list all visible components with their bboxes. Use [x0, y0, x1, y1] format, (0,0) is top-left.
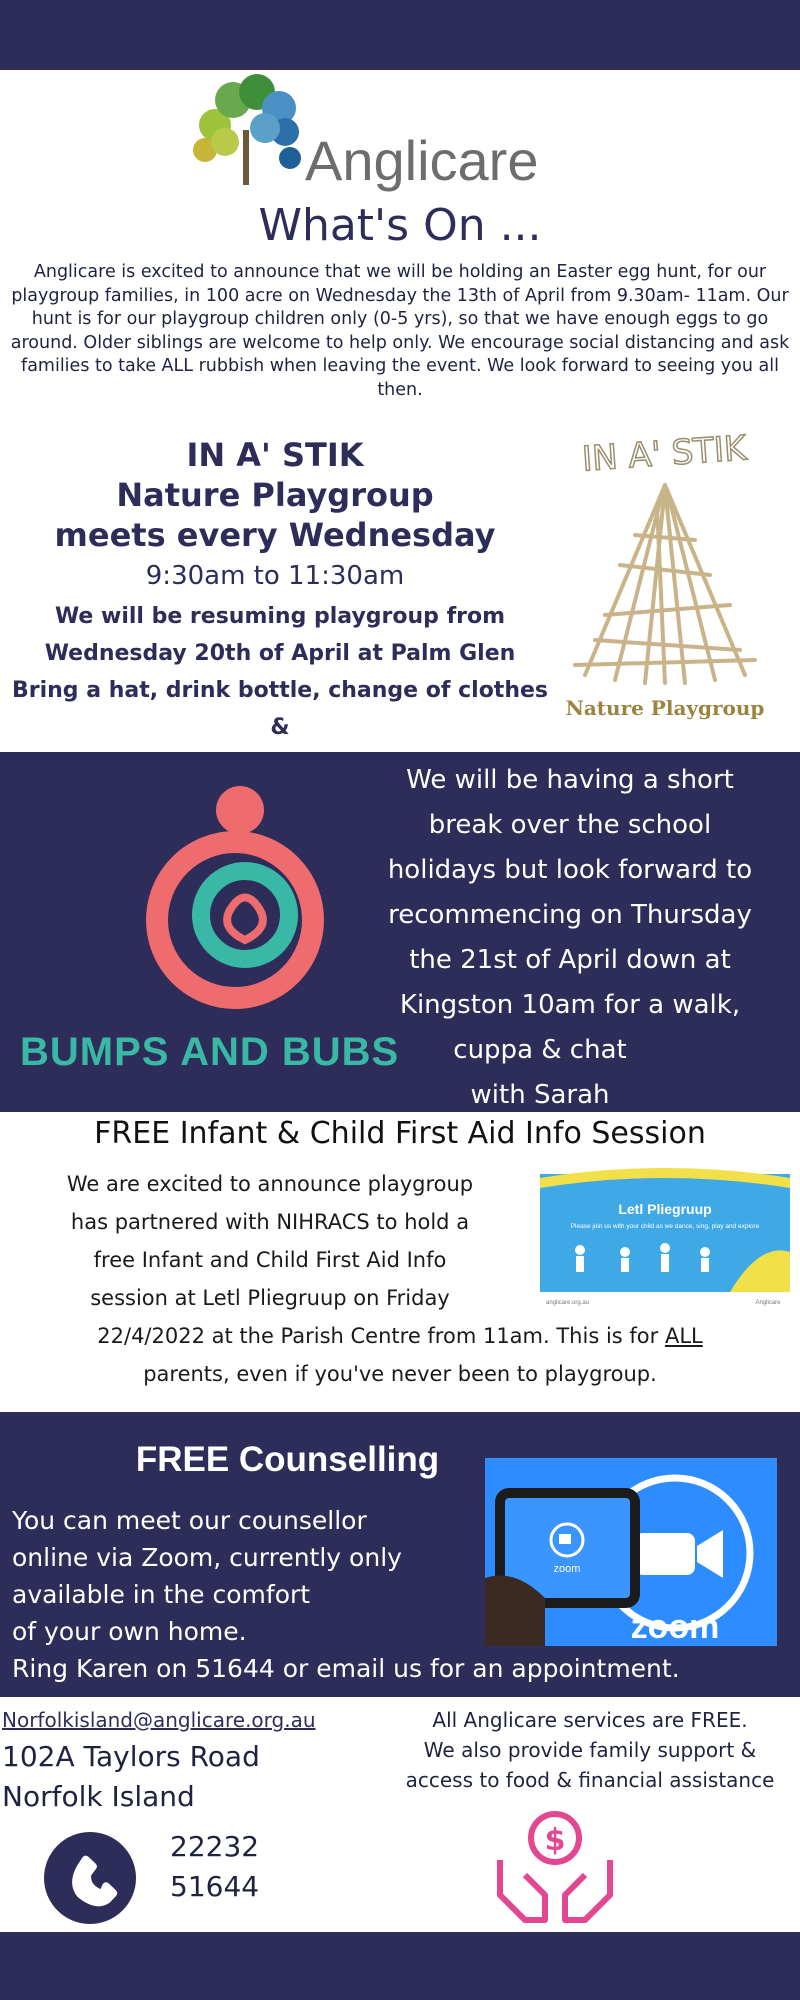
spiral-inner-icon	[201, 871, 289, 959]
phone-icon	[42, 1830, 138, 1926]
stik-schedule: meets every Wednesday	[54, 516, 496, 554]
financial-assistance-icon	[490, 1800, 620, 1930]
letl-pliegruup-banner	[540, 1162, 790, 1312]
stik-line: We will be resuming playgroup from	[54, 604, 506, 629]
counselling-line: available in the comfort	[12, 1580, 311, 1609]
banner-brand: Anglicare	[755, 1300, 781, 1306]
counselling-line: You can meet our counsellor	[12, 1506, 367, 1535]
message-line: Kingston 10am for a walk,	[399, 990, 741, 1020]
page-title: What's On ...	[258, 200, 542, 251]
message-line: recommencing on Thursday	[388, 900, 752, 930]
zoom-wordmark: zoom	[630, 1608, 720, 1646]
message-line: holidays but look forward to	[387, 855, 753, 885]
address-line: 102A Taylors Road	[2, 1740, 260, 1773]
banner-title: Letl Pliegruup	[618, 1201, 712, 1217]
first-aid-line: free Infant and Child First Aid Info	[93, 1248, 447, 1272]
top-band	[0, 0, 800, 70]
first-aid-line: parents, even if you've never been to playgroup.	[143, 1362, 657, 1386]
banner-subtitle: Please join us with your child as we dance, sing, play and explore	[570, 1223, 760, 1230]
message-line: with Sarah	[470, 1080, 610, 1110]
heart-icon	[227, 898, 263, 941]
stik-line: Bring a hat, drink bottle, change of clothes &	[11, 678, 548, 740]
services-line: We also provide family support &	[423, 1738, 757, 1762]
first-aid-title: FREE Infant & Child First Aid Info Session	[94, 1116, 706, 1151]
phone-number[interactable]: 51644	[170, 1870, 260, 1903]
services-line: access to food & financial assistance	[405, 1768, 775, 1792]
bumps-and-bubs-message	[340, 758, 800, 1118]
stik-line: Wednesday 20th of April at Palm Glen	[44, 641, 516, 666]
bumps-and-bubs-name: BUMPS AND BUBS	[20, 1030, 400, 1074]
counselling-details	[12, 1502, 482, 1650]
stik-logo-arc-text: IN A' STIK	[580, 428, 748, 480]
bottom-band	[0, 1932, 800, 2000]
first-aid-line: session at Letl Pliegruup on Friday	[90, 1286, 450, 1310]
first-aid-line-text: 22/4/2022 at the Parish Centre from 11am. This is for	[97, 1324, 665, 1348]
first-aid-details-continued	[0, 1317, 800, 1393]
stik-time: 9:30am to 11:30am	[145, 561, 405, 591]
head-icon	[216, 786, 264, 834]
brand-name: Anglicare	[305, 129, 539, 192]
counselling-line: online via Zoom, currently only	[12, 1543, 402, 1572]
message-line: break over the school	[428, 810, 712, 840]
bumps-and-bubs-logo	[135, 775, 345, 1010]
first-aid-details	[10, 1165, 530, 1317]
first-aid-line: has partnered with NIHRACS to hold a	[70, 1210, 470, 1234]
services-note	[380, 1705, 800, 1795]
counselling-line: of your own home.	[12, 1617, 247, 1646]
counselling-title: FREE Counselling	[135, 1440, 440, 1479]
message-line: the 21st of April down at	[409, 945, 731, 975]
zoom-image	[485, 1458, 777, 1646]
svg-text:$: $	[544, 1823, 566, 1858]
tree-icon	[193, 74, 301, 185]
first-aid-line: We are excited to announce playgroup	[66, 1172, 474, 1196]
zoom-phone-label: zoom	[553, 1563, 581, 1575]
stik-logo-caption: Nature Playgroup	[565, 696, 765, 720]
message-line: cuppa & chat	[453, 1035, 627, 1065]
email-link[interactable]: Norfolkisland@anglicare.org.au	[2, 1708, 316, 1732]
first-aid-line	[0, 1317, 800, 1355]
intro-paragraph: Anglicare is excited to announce that we will be holding an Easter egg hunt, for our playgroup families, in 100 acre on Wednesday the 13th of April from 9.30am- 11am. Our hunt is for our playgroup children only (0-5 yrs), so that we have enough eggs to go around. Older siblings are welcome to help only. We encourage social distancing and ask families to take ALL rubbish when leaving the event. We look forward to seeing you all then.	[10, 262, 790, 400]
stick-teepee-icon	[575, 485, 755, 683]
stik-logo	[545, 425, 785, 735]
message-line: We will be having a short	[406, 765, 734, 795]
address-line: Norfolk Island	[2, 1780, 195, 1813]
stik-title: IN A' STIK	[186, 436, 364, 474]
first-aid-emphasis: ALL	[664, 1324, 703, 1348]
services-line: All Anglicare services are FREE.	[432, 1708, 748, 1732]
phone-number[interactable]: 22232	[170, 1830, 260, 1863]
counselling-contact: Ring Karen on 51644 or email us for an appointment.	[12, 1654, 680, 1683]
banner-footer: anglicare.org.au	[546, 1300, 590, 1306]
stik-subtitle: Nature Playgroup	[116, 476, 434, 514]
